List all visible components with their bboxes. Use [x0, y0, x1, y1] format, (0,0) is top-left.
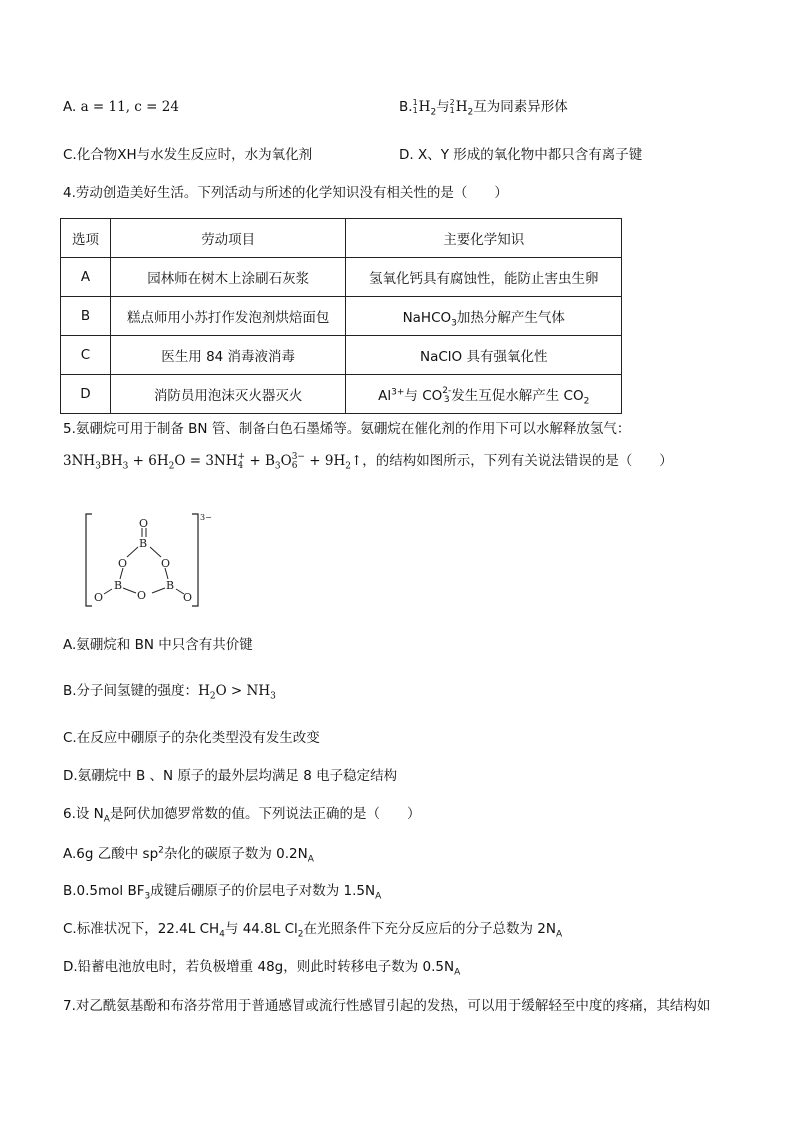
atom-o: O [139, 517, 149, 530]
q5-option-a: A.氨硼烷和 BN 中只含有共价键 [63, 637, 253, 653]
atom-o: O [94, 591, 104, 604]
table-header-row [61, 219, 622, 258]
q3-option-row-1 [63, 98, 733, 116]
row-option: D [61, 375, 111, 414]
q5-equation: $3NH_3BH_3 + 6H_2O = 3NH+$ $4 + B_3O3-$ $6 + 9H_2↑$ [63, 451, 363, 472]
q6-option-d: D.铅蓄电池放电时，若负极增重 48g，则此时转移电子数为 $0.5N_A$ [63, 959, 461, 978]
charge-label: 3− [200, 513, 212, 522]
atom-b: B [166, 579, 175, 592]
q6-option-b: B.0.5mol $BF_3$成键后硼原子的价层电子对数为 $1.5N_A$ [63, 883, 382, 902]
q4-table [60, 218, 622, 414]
q5-stem-line1: 5.氨硼烷可用于制备 BN 管、制备白色石墨烯等。氨硼烷在催化剂的作用下可以水解释放氢气： [63, 421, 631, 437]
q6-option-c: C.标准状况下，22.4L $CH_4$与 44.8L $Cl_2$在光照条件下充分反应后的分子总数为 $2N_A$ [63, 921, 563, 940]
atom-o: O [137, 589, 147, 602]
q3-option-c: C.化合物XH与水发生反应时，水为氧化剂 [63, 147, 313, 163]
row-activity: 园林师在树木上涂刷石灰浆 [110, 258, 346, 297]
q6-option-a: A.6g 乙酸中 $sp^2$杂化的碳原子数为 $0.2N_A$ [63, 845, 314, 865]
q4-stem: 4.劳动创造美好生活。下列活动与所述的化学知识没有相关性的是（ ） [63, 185, 508, 201]
row-option: C [61, 336, 111, 375]
q3-option-a: A. a = 11, c = 24 [63, 99, 179, 115]
row-knowledge: NaHCO$_3$加热分解产生气体 [346, 297, 622, 336]
atom-o: O [118, 557, 128, 570]
table-row [61, 375, 622, 414]
row-knowledge: 氢氧化钙具有腐蚀性，能防止害虫生卵 [346, 258, 622, 297]
atom-o: O [161, 557, 171, 570]
row-knowledge: $Al^{3+}$与 CO2- 3 发生互促水解产生 $CO_2$ [346, 375, 622, 414]
atom-b: B [139, 537, 148, 550]
q5-stem-line2: $3NH_3BH_3 + 6H_2O = 3NH+$ $4 + B_3O3-$ $6 + 9H_2↑$，的结构如图所示，下列有关说法错误的是（ ） [63, 451, 673, 472]
header-knowledge: 主要化学知识 [346, 219, 622, 258]
borate-ring-structure [82, 510, 212, 610]
table-row [61, 258, 622, 297]
row-option: B [61, 297, 111, 336]
q3-option-row-2 [63, 146, 733, 164]
row-activity: 医生用 84 消毒液消毒 [110, 336, 346, 375]
header-activity: 劳动项目 [110, 219, 346, 258]
table-row [61, 297, 622, 336]
q3-option-d: D. X、Y 形成的氧化物中都只含有离子键 [399, 147, 643, 163]
header-option: 选项 [61, 219, 111, 258]
atom-b: B [114, 579, 123, 592]
row-option: A [61, 258, 111, 297]
q7-stem: 7.对乙酰氨基酚和布洛芬常用于普通感冒或流行性感冒引起的发热，可以用于缓解轻至中度的疼痛，其结构如 [63, 998, 711, 1014]
q5-option-c: C.在反应中硼原子的杂化类型没有发生改变 [63, 730, 320, 746]
row-knowledge: NaClO 具有强氧化性 [346, 336, 622, 375]
q3-option-b: B.1 $1H_2$与2 $1H_2$互为同素异形体 [399, 98, 568, 118]
row-activity: 糕点师用小苏打作发泡剂烘焙面包 [110, 297, 346, 336]
table-row [61, 336, 622, 375]
q5-option-d: D.氨硼烷中 B 、N 原子的最外层均满足 8 电子稳定结构 [63, 768, 398, 784]
row-activity: 消防员用泡沫灭火器灭火 [110, 375, 346, 414]
atom-o: O [183, 591, 193, 604]
q6-stem: 6.设 $N_A$是阿伏加德罗常数的值。下列说法正确的是（ ） [63, 806, 421, 825]
q5-option-b: B.分子间氢键的强度：$H_2O > NH_3$ [63, 683, 276, 702]
